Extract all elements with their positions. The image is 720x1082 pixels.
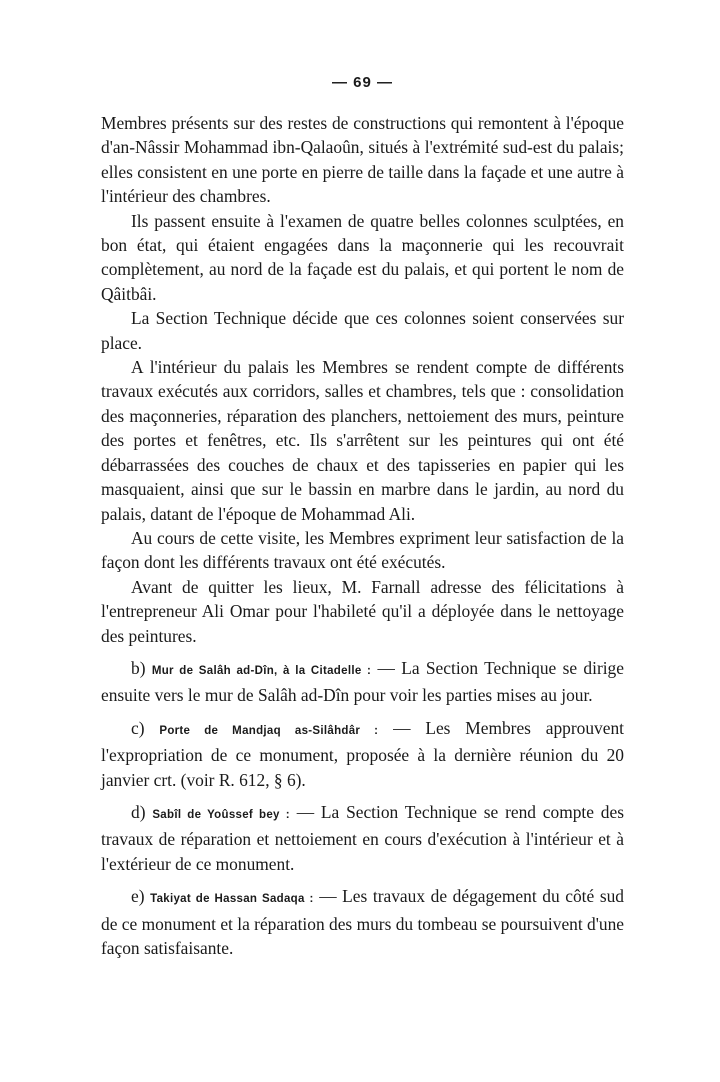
section-letter: b) [131, 657, 146, 678]
paragraph-columns: Ils passent ensuite à l'examen de quatre belles colonnes sculptées, en bon état, qui étaient engagées dans la maçonnerie qui les recouvrait complètement, au nord de la façade est du palais, et qui portent le nom de Qâitbâi. [101, 210, 624, 304]
section-d [101, 800, 624, 876]
section-title: Takiyat de Hassan Sadaqa : [150, 893, 314, 906]
section-letter: c) [131, 717, 145, 738]
paragraph-interior-works: A l'intérieur du palais les Membres se rendent compte de différents travaux exécutés aux corridors, salles et chambres, tels que : consolidation des maçonneries, réparation des planchers, nettoiement des murs, peinture des portes et fenêtres, etc. Ils s'arrêtent sur les peintures qui ont été débarrassées des couches de chaux et des tapisseries en papier qui les masquaient, ainsi que sur le bassin en marbre dans le jardin, au nord du palais, datant de l'époque de Mohammad Ali. [101, 357, 624, 524]
section-text: — La Section Technique se dirige ensuite vers le mur de Salâh ad-Dîn pour voir les parties mises au jour. [101, 657, 624, 706]
section-title: Porte de Mandjaq as-Silâhdâr : [159, 724, 379, 737]
paragraph-continuation: Membres présents sur des restes de constructions qui remontent à l'époque d'an-Nâssir Mohammad ibn-Qalaoûn, situés à l'extrémité sud-est du palais; elles consistent en une porte en pierre de taille dans la façade et une autre à l'intérieur des chambres. [101, 113, 624, 207]
paragraph-congratulations: Avant de quitter les lieux, M. Farnall adresse des félicitations à l'entrepreneur Ali Omar pour l'habileté qu'il a déployée dans le nettoyage des peintures. [101, 576, 624, 646]
section-e [101, 884, 624, 960]
section-text: — Les Membres approuvent l'expropriation de ce monument, proposée à la dernière réunion du 20 janvier crt. (voir R. 612, § 6). [101, 717, 624, 790]
section-letter: e) [131, 886, 145, 907]
section-b [101, 656, 624, 708]
section-title: Mur de Salâh ad-Dîn, à la Citadelle : [151, 664, 372, 677]
document-page [101, 74, 624, 960]
section-text: — La Section Technique se rend compte des travaux de réparation et nettoiement en cours d'exécution à l'intérieur et à l'extérieur de ce monument. [101, 801, 624, 874]
page-number: — 69 — [331, 74, 394, 91]
section-text: — Les travaux de dégagement du côté sud de ce monument et la réparation des murs du tombeau se poursuivent d'une façon satisfaisante. [101, 886, 624, 958]
section-letter: d) [131, 801, 146, 822]
paragraph-satisfaction: Au cours de cette visite, les Membres expriment leur satisfaction de la façon dont les différents travaux ont été exécutés. [101, 527, 624, 573]
section-c [101, 716, 624, 792]
paragraph-decision: La Section Technique décide que ces colonnes soient conservées sur place. [101, 308, 624, 353]
section-title: Sabîl de Yoûssef bey : [152, 808, 290, 821]
